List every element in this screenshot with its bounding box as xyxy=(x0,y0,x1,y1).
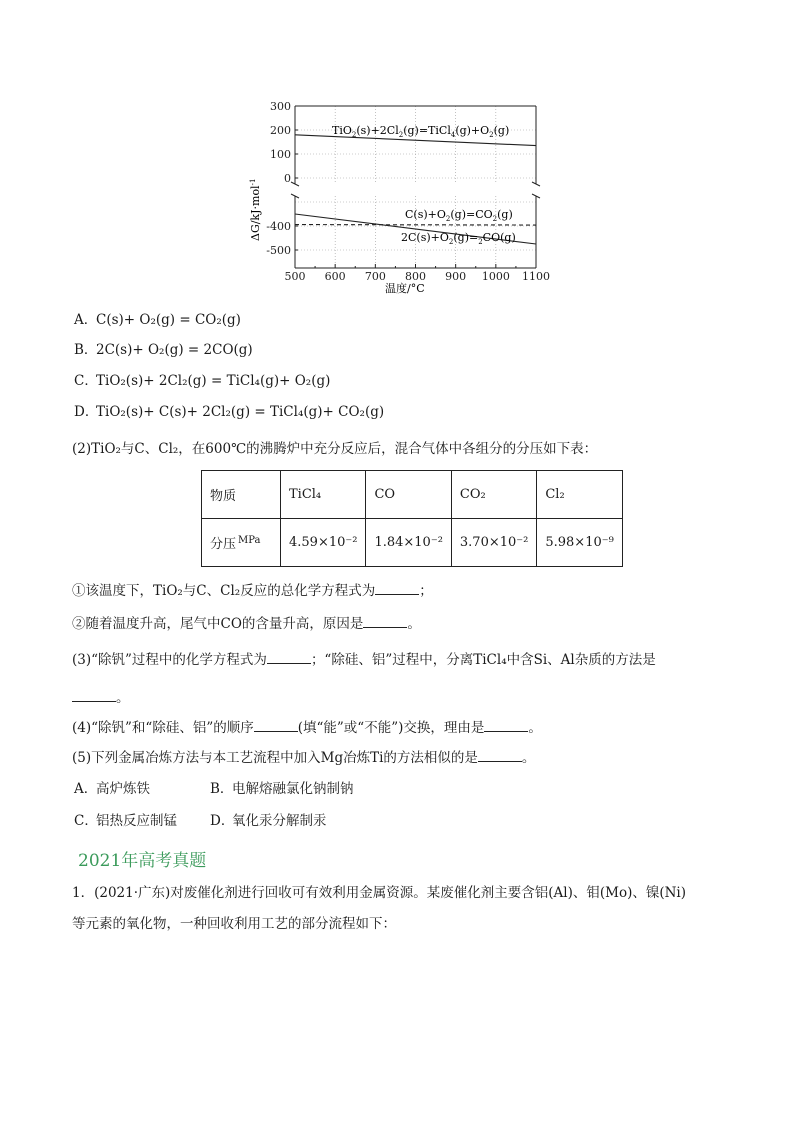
q1-option-b xyxy=(74,341,253,359)
answer-blank[interactable] xyxy=(484,718,528,732)
q5: (5)下列金属冶炼方法与本工艺流程中加入Mg冶炼Ti的方法相似的是 。 xyxy=(72,750,536,766)
option-letter: B． xyxy=(74,342,98,358)
option-text: TiO₂(s)+ 2Cl₂(g) = TiCl₄(g)+ O₂(g) xyxy=(96,373,331,389)
x-tick-label: 900 xyxy=(445,270,467,283)
table-row-label: 分压 $^{MPa}$ xyxy=(202,519,281,567)
answer-blank[interactable] xyxy=(478,748,522,762)
option-text: 2C(s)+ O₂(g) = 2CO(g) xyxy=(96,342,253,358)
answer-blank[interactable] xyxy=(267,650,311,664)
partial-pressure-table xyxy=(201,470,623,567)
x-tick-label: 500 xyxy=(284,270,306,283)
q2-intro: (2)TiO₂与C、Cl₂，在600℃的沸腾炉中充分反应后，混合气体中各组分的分压如下表： xyxy=(72,441,598,457)
option-letter: C． xyxy=(74,373,98,389)
chart-ylabel: ΔG/kJ·mol$^{-1}$ xyxy=(249,178,262,241)
q1-option-d xyxy=(74,403,384,421)
answer-blank[interactable] xyxy=(254,718,298,732)
q3-line2: 。 xyxy=(72,688,130,707)
table-cell: 1.84×10⁻² xyxy=(366,519,451,567)
q5-option-d: D．氧化汞分解制汞 xyxy=(210,813,327,829)
table-header-row xyxy=(202,471,623,519)
x-tick-label: 800 xyxy=(405,270,426,283)
table-header-cell: Cl₂ xyxy=(537,471,622,519)
x-tick-label: 1000 xyxy=(481,270,510,283)
q2-sub1: ①该温度下，TiO₂与C、Cl₂反应的总化学方程式为 ； xyxy=(72,583,433,599)
table-header-cell: TiCl₄ xyxy=(281,471,366,519)
table-cell: 4.59×10⁻² xyxy=(281,519,366,567)
table-row xyxy=(202,519,623,567)
option-letter: A． xyxy=(74,312,98,328)
problem1-line2: 等元素的氧化物，一种回收利用工艺的部分流程如下： xyxy=(72,916,396,932)
q5-option-b: B．电解熔融氯化钠制钠 xyxy=(210,781,354,797)
y-tick-label: -400 xyxy=(266,220,291,233)
problem1-line1: 1．(2021·广东)对废催化剂进行回收可有效利用金属资源。某废催化剂主要含铝(Al)、钼(Mo)、镍(Ni) xyxy=(72,885,687,901)
table-cell: 5.98×10⁻⁹ xyxy=(537,519,622,567)
q4: (4)“除钒”和“除硅、铝”的顺序 (填“能”或“不能”)交换，理由是 。 xyxy=(72,720,542,736)
section-title: 2021年高考真题 xyxy=(78,851,207,871)
delta-g-temperature-chart xyxy=(240,96,560,296)
option-letter: D． xyxy=(74,404,99,420)
y-tick-label: 200 xyxy=(270,124,291,137)
table-header-cell: CO₂ xyxy=(451,471,536,519)
q5-option-c: C．铝热反应制锰 xyxy=(74,813,177,829)
x-tick-label: 600 xyxy=(324,270,346,283)
answer-blank[interactable] xyxy=(72,688,116,702)
table-header-cell: 物质 xyxy=(202,471,281,519)
answer-blank[interactable] xyxy=(375,581,419,595)
chart-xlabel: 温度/°C xyxy=(385,282,425,295)
option-text: C(s)+ O₂(g) = CO₂(g) xyxy=(96,312,241,328)
y-tick-label: 300 xyxy=(270,100,291,113)
q5-option-a: A．高炉炼铁 xyxy=(74,781,150,797)
option-text: TiO₂(s)+ C(s)+ 2Cl₂(g) = TiCl₄(g)+ CO₂(g) xyxy=(96,404,385,420)
q1-option-a xyxy=(74,311,241,329)
y-tick-label: -500 xyxy=(266,244,291,257)
series-label-co: $2C(s)+O_2(g)=_2CO(g)$ xyxy=(401,231,516,246)
y-tick-label: 100 xyxy=(270,148,291,161)
answer-blank[interactable] xyxy=(363,614,407,628)
x-tick-label: 1100 xyxy=(522,270,550,283)
series-label-co2: $C(s)+O_2(g)=CO_2(g)$ xyxy=(405,208,513,223)
x-tick-label: 700 xyxy=(364,270,386,283)
table-header-cell: CO xyxy=(366,471,451,519)
table-cell: 3.70×10⁻² xyxy=(451,519,536,567)
y-tick-label: 0 xyxy=(284,172,291,185)
q2-sub2: ②随着温度升高，尾气中CO的含量升高，原因是 。 xyxy=(72,616,421,632)
series-label-tio2-chlorination: $TiO_2(s)+2Cl_2(g)=TiCl_4(g)+O_2(g)$ xyxy=(332,124,510,139)
q3-line1: (3)“除钒”过程中的化学方程式为 ；“除硅、铝”过程中，分离TiCl₄中含Si、Al杂质的方法是 xyxy=(72,652,656,668)
q1-option-c xyxy=(74,372,330,390)
